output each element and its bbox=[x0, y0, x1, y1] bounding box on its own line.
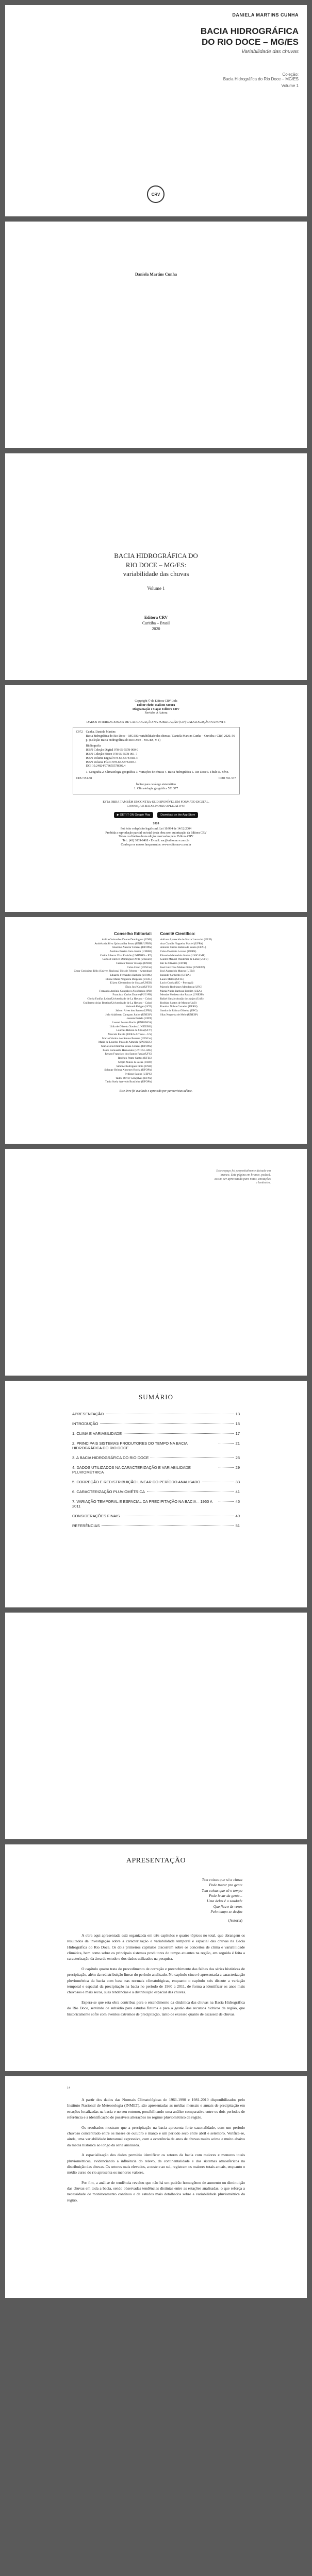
toc-entry-page: 17 bbox=[235, 1431, 240, 1436]
toc-leader-dots bbox=[100, 1423, 233, 1424]
toc-leader-dots bbox=[219, 1467, 234, 1468]
copyright-year: 2020 bbox=[153, 822, 159, 825]
toc-entry-label: INTRODUÇÃO bbox=[72, 1421, 98, 1426]
editorial-board-member: Antônio Pereira Gaio Júnior (UFRRJ) bbox=[109, 950, 152, 954]
cover-collection-label: Coleção: bbox=[282, 72, 299, 77]
blank-page bbox=[5, 1149, 307, 1376]
copyright-line: Revisão: A Autora bbox=[144, 711, 168, 715]
editorial-board-member: Aldira Guimarães Duarte Domínguez (UNB) bbox=[102, 938, 152, 941]
toc-entry-page: 41 bbox=[235, 1489, 240, 1494]
editorial-board-member: Solange Helena Ximenes-Rocha (UFOPA) bbox=[104, 1069, 152, 1072]
editorial-board-member: Simone Rodrigues Pinto (UNB) bbox=[116, 1064, 152, 1068]
toc-entry[interactable] bbox=[72, 1514, 240, 1518]
editorial-board-member: Gloria Fariñas León (Universidade de La Havana – Cuba) bbox=[87, 997, 152, 1001]
cdd-label: CDD 551.577 bbox=[218, 776, 236, 780]
text-paragraph: A espacialização dos dados permitiu identificar os setores da bacia com maiores e menores totais pluviométricos, evidenciando a influência do relevo, da continentalidade e dos sistemas atmosféricos na distribuição das chuvas. Os setores mais elevados, a oeste e ao sul, registram os maiores totais anuais, enquanto o médio curso do rio apresenta os menores valores. bbox=[67, 2153, 245, 2175]
toc-entry-page: 21 bbox=[235, 1441, 240, 1446]
isbn-line: DOI 10.24824/978655578002.4 bbox=[86, 765, 126, 768]
toc-entry-page: 25 bbox=[235, 1455, 240, 1460]
toc-entry-page: 45 bbox=[235, 1499, 240, 1504]
text-page bbox=[5, 2076, 307, 2298]
editorial-board-member: Anselmo Alencar Colares (UFOPA) bbox=[111, 946, 152, 950]
epigraph: Tem coisas que só a chuva Pode trazer pra gente Tem coisas que só o tempo Pode levar da gente... Uma delas é a saudade Que fica e às vezes Pelo tempo se desfaz (Autoria) bbox=[5, 1877, 242, 1923]
toc-entry-label: CONSIDERAÇÕES FINAIS bbox=[72, 1514, 120, 1518]
toc-entry[interactable] bbox=[72, 1499, 240, 1509]
epigraph-author: (Autoria) bbox=[228, 1918, 242, 1923]
toc-entry-label: 7. VARIAÇÃO TEMPORAL E ESPACIAL DA PRECIPITAÇÃO NA BACIA – 1960 A 2011 bbox=[72, 1499, 212, 1509]
blank-page-2 bbox=[5, 1613, 307, 1839]
scientific-committee-member: Rafael Sanzio Araújo dos Anjos (UnB) bbox=[160, 997, 204, 1001]
editorial-board-member: Lourdes Helena da Silva (UFV) bbox=[116, 1029, 152, 1032]
editorial-board-member: Eduardo Fernandes Barbosa (UFMG) bbox=[110, 974, 152, 977]
toc-entry[interactable] bbox=[72, 1489, 240, 1494]
footer-line: Proibida a reprodução parcial ou total desta obra sem autorização da Editora CRV bbox=[105, 831, 207, 835]
toc-entry[interactable] bbox=[72, 1431, 240, 1436]
title-page-publisher: Editora CRV bbox=[144, 615, 168, 620]
footer-line: Todos os direitos desta edição reservados pela: Editora CRV bbox=[119, 835, 193, 839]
editorial-board-member: Carmen Tereza Velanga (UNIR) bbox=[116, 962, 152, 965]
scientific-committee-member: Marcelo Rodrigues Mendonça (UFG) bbox=[160, 986, 202, 989]
toc-entry[interactable] bbox=[72, 1412, 240, 1416]
scientific-committee-member: José Aparecido Mateus (UEM) bbox=[160, 970, 195, 973]
toc-page bbox=[5, 1381, 307, 1607]
copyright-line: Copyright © da Editora CRV Ltda bbox=[135, 700, 177, 703]
scientific-committee-member: Jair de Oliveira (UFPB) bbox=[160, 962, 187, 965]
digital-availability-note: ESTA OBRA TAMBÉM ENCONTRA-SE DISPONÍVEL EM FORMATO DIGITAL. bbox=[103, 801, 209, 804]
presentation-paragraph: O capítulo quatro trata do procedimento de correção e preenchimento das falhas das séries históricas de precipitação, além da redistribuição linear do período analisado. No capítulo cinco é apresentada a caracterização pluviométrica da bacia com base nas normais climatológicas, enquanto o capítulo seis discute a variação temporal e espacial da precipitação na bacia no período de 1960 a 2011, de forma a identificar os anos mais chuvosos e mais secos, suas tendências e a distribuição espacial das chuvas. bbox=[67, 1966, 245, 1995]
cover-title-line2: DO RIO DOCE – MG/ES bbox=[202, 37, 299, 47]
footer-line: Foi feito o depósito legal conf. Lei 10.994 de 14/12/2004 bbox=[120, 827, 192, 831]
editorial-board-member: Maria de Lourdes Pinto de Almeida (UNOESC) bbox=[98, 1041, 152, 1044]
cip-code: C972 bbox=[76, 730, 83, 734]
text-paragraph: Os resultados mostram que a precipitação na bacia apresenta forte sazonalidade, com um período chuvoso concentrado entre os meses de outubro e março e um período seco entre abril e setembro. Verifica-se, ainda, uma variabilidade interanual expressiva, com a ocorrência de anos de chuvas muito acima e muito abaixo da média histórica ao longo da série analisada. bbox=[67, 2125, 245, 2147]
index-value: 1. Climatologia geográfica 551.577 bbox=[134, 787, 178, 790]
title-page-year: 2020 bbox=[152, 626, 160, 632]
title-page-line1: BACIA HIDROGRÁFICA DO bbox=[114, 552, 198, 560]
editorial-board-member: Paulo Romualdo Hernandes (UNIFAL-MG) bbox=[103, 1048, 152, 1052]
editorial-board-member: Carlos Alberto Vilar Estêvão (UMINHO – PT) bbox=[100, 954, 152, 957]
editorial-board-member: Celso Conti (UFSCar) bbox=[127, 965, 152, 969]
isbn-line: Bibliografia bbox=[86, 744, 101, 748]
editorial-board-member: Elizeu Clementino de Souza (UNEB) bbox=[110, 981, 152, 985]
toc-leader-dots bbox=[219, 1443, 234, 1444]
cover-title-line1: BACIA HIDROGRÁFICA bbox=[200, 26, 299, 36]
scientific-committee-member: Rodrigo Santos de Moura (UnB) bbox=[160, 1001, 197, 1005]
editorial-board-member: Marcelo Paixão (UFRJ e UTexas – US) bbox=[108, 1033, 152, 1037]
toc-entry-page: 49 bbox=[235, 1514, 240, 1518]
editorial-board-member: Elione Maria Nogueira Diogenes (UFAL) bbox=[105, 977, 152, 981]
editorial-board-heading: Conselho Editorial: bbox=[114, 931, 152, 936]
title-page bbox=[5, 453, 307, 680]
cip-author: Cunha, Daniela Martins bbox=[86, 730, 116, 734]
scientific-committee-member: Lucio Cunha (UC – Portugal) bbox=[160, 981, 193, 985]
editorial-board-member: Leonel Severo Rocha (UNISINOS) bbox=[112, 1021, 152, 1025]
half-title-author: Daniela Martins Cunha bbox=[135, 272, 177, 277]
peer-review-note: Este livro foi avaliado e aprovado por pareceristas ad hoc. bbox=[119, 1089, 193, 1093]
isbn-line: ISBN Volume Digital 978-65-5578-002-4 bbox=[86, 756, 138, 760]
toc-entry-label: 2. PRINCIPAIS SISTEMAS PRODUTORES DO TEMPO NA BACIA HIDROGRÁFICA DO RIO DOCE bbox=[72, 1441, 188, 1450]
presentation-page bbox=[5, 1844, 307, 2071]
toc-leader-dots bbox=[219, 1501, 234, 1502]
scientific-committee-member: Rosalvo Nobre Carneiro (UERN) bbox=[160, 1005, 198, 1009]
editorial-board-member: Rodrigo Pratte-Santos (UFES) bbox=[118, 1057, 152, 1060]
cover-collection-name: Bacia Hidrográfica do Rio Doce – MG/ES bbox=[223, 77, 299, 81]
toc-list bbox=[72, 1412, 240, 1528]
scientific-committee-member: Messias Modesto dos Passos (UNESP) bbox=[160, 993, 204, 997]
toc-entry[interactable] bbox=[72, 1523, 240, 1528]
cover-subtitle: Variabilidade das chuvas bbox=[241, 48, 299, 55]
title-page-line2: RIO DOCE – MG/ES: bbox=[125, 561, 187, 569]
copyright-line: Diagramação e Capa: Editora CRV bbox=[132, 707, 180, 711]
scientific-committee-member: José Luiz Dias Matias Júnior (UNIFAP) bbox=[160, 965, 205, 969]
toc-entry[interactable] bbox=[72, 1441, 240, 1450]
isbn-line: ISBN Coleção Físico 978-65-5578-001-7 bbox=[86, 752, 138, 756]
toc-entry-label: APRESENTAÇÃO bbox=[72, 1412, 104, 1416]
cip-subjects: 1. Geografia 2. Climatologia geográfica 3. Variações de chuvas 4. Bacia hidrográfica 5. Rio Doce I. Título II. Série. bbox=[86, 771, 229, 774]
scientific-committee-member: Maria Nubia Barbosa Bonfim (UEA) bbox=[160, 989, 202, 993]
scientific-committee-heading: Comitê Científico: bbox=[160, 931, 195, 936]
title-page-line3: variabilidade das chuvas bbox=[123, 570, 189, 578]
crv-logo bbox=[147, 185, 165, 203]
footer-line[interactable]: Conheça os nossos lançamentos: www.editoracrv.com.br bbox=[121, 843, 191, 846]
index-label: Índice para catálogo sistemático bbox=[136, 783, 176, 786]
scientific-committee-member: Jurandir Sarmento (UFBA) bbox=[160, 974, 191, 977]
toc-entry-page: 29 bbox=[235, 1465, 240, 1470]
play-icon: ▶ bbox=[117, 813, 120, 817]
toc-entry-page: 51 bbox=[235, 1523, 240, 1528]
editorial-board-member: Josania Portela (UFPI) bbox=[126, 1017, 152, 1021]
text-paragraph: Por fim, a análise de tendência revelou que não há um padrão homogêneo de aumento ou diminuição das chuvas em toda a bacia, sendo observadas tendências distintas entre as estações analisadas, o que reforça a necessidade de monitoramento contínuo e de estudos mais detalhados sobre a variabilidade pluviométrica da região. bbox=[67, 2180, 245, 2202]
toc-entry-label: 6. CARACTERIZAÇÃO PLUVIOMÉTRICA bbox=[72, 1489, 145, 1494]
title-page-volume: Volume 1 bbox=[147, 585, 165, 591]
presentation-heading: APRESENTAÇÃO bbox=[126, 1857, 186, 1865]
scientific-committee-member: Adriana Aparecida de Souza Lanzarini (UFJF) bbox=[160, 938, 212, 941]
page-number: 14 bbox=[67, 2087, 70, 2090]
blank-page-note: Este espaço foi propositalmente deixado em branco. Esta página em branco, poderá, assim, ser aproveitada para notas, anotações e lembretes. bbox=[215, 1170, 271, 1185]
title-page-city: Curitiba – Brasil bbox=[142, 620, 170, 625]
half-title-page bbox=[5, 222, 307, 448]
scientific-committee-list bbox=[160, 938, 297, 1017]
isbn-line: ISBN Coleção Digital 978-65-5578-000-0 bbox=[86, 749, 138, 752]
scientific-committee-member: Antonio Carlos Batista de Souza (UFAL) bbox=[160, 946, 206, 950]
cover-volume: Volume 1 bbox=[281, 83, 299, 88]
toc-entry-label: 1. CLIMA E VARIABILIDADE bbox=[72, 1431, 122, 1436]
toc-entry-label: 5. CORREÇÃO E REDISTRIBUIÇÃO LINEAR DO PERÍODO ANALISADO bbox=[72, 1480, 201, 1484]
editorial-board-member: Andréia da Silva Quintanilha Sousa (UNIR/UFRN) bbox=[94, 942, 152, 945]
editorial-board-member: Cesar Gerónimo Tello (Univer. Nacional Três de Febrero – Argentina) bbox=[74, 970, 152, 973]
crv-logo-text: CRV bbox=[151, 192, 160, 197]
editorial-board-member: Renato Francisco dos Santos Paula (UFG) bbox=[105, 1053, 152, 1056]
scientific-committee-member: Celso Donizete Locatel (UFRN) bbox=[160, 950, 196, 954]
cip-header: DADOS INTERNACIONAIS DE CATALOGAÇÃO NA PUBLICAÇÃO (CIP) CATALOGAÇÃO NA FONTE bbox=[86, 721, 226, 724]
scientific-committee-member: Lauro Mattei (UFSC) bbox=[160, 977, 185, 981]
editorial-board-member: Sydione Santos (UEPG) bbox=[125, 1072, 152, 1076]
text-paragraph: A partir dos dados das Normais Climatológicas de 1961-1990 e 1981-2010 disponibilizados pelo Instituto Nacional de Meteorologia (INMET), são apresentadas as médias mensais e anuais de precipitação em estações localizadas na bacia e no seu entorno, possibilitando uma análise comparativa entre os dois períodos de referência e a identificação de possíveis alterações no regime pluviométrico da região. bbox=[67, 2097, 245, 2120]
isbn-line: ISBN Volume Físico 978-65-5578-003-1 bbox=[86, 760, 137, 764]
toc-heading: SUMÁRIO bbox=[139, 1393, 173, 1401]
presentation-paragraph: A obra aqui apresentada está organizada em três capítulos e quatro tópicos no total, que abrangem os resultados da investigação sobre a caracterização e variabilidade temporal e espacial das chuvas na Bacia Hidrográfica do Rio Doce. Os dois primeiros capítulos discorrem sobre os conceitos de clima e variabilidade climática, bem como sobre os principais sistemas produtores do tempo atuantes na região, em seguida é feita a caracterização da área de estudo e dos dados utilizados na pesquisa. bbox=[67, 1933, 245, 1961]
copyright-page bbox=[5, 685, 307, 912]
toc-entry-page: 15 bbox=[235, 1421, 240, 1426]
editorial-board-member: Helmuth Krüger (UCP) bbox=[125, 1005, 152, 1009]
editorial-board-page bbox=[5, 917, 307, 1144]
editorial-board-member: Tadeu Oliver Gonçalves (UFPA) bbox=[115, 1076, 152, 1080]
cdu-label: CDU 551.58 bbox=[76, 776, 92, 780]
google-play-badge[interactable]: ▶ GET IT ON Google Play bbox=[114, 812, 154, 818]
scientific-committee-member: Eduardo Marandola Júnior (UNICAMP) bbox=[160, 954, 206, 957]
app-download-note: CONHEÇA E BAIXE NOSSO APLICATIVO! bbox=[126, 805, 186, 808]
toc-leader-dots bbox=[124, 1433, 234, 1434]
editorial-board-member: Maria Cristina dos Santos Bezerra (UFSCar) bbox=[102, 1037, 152, 1040]
toc-entry-label: 3. A BACIA HIDROGRÁFICA DO RIO DOCE bbox=[72, 1455, 149, 1460]
footer-line: Tel.: (41) 3039-6418 - E-mail: sac@editoracrv.com.br bbox=[122, 839, 190, 843]
toc-entry[interactable] bbox=[72, 1480, 240, 1484]
editorial-board-member: Lídia de Oliveira Xavier (UNIEURO) bbox=[109, 1025, 152, 1028]
scientific-committee-member: Sandra de Fátima Oliveira (UFG) bbox=[160, 1009, 198, 1013]
editorial-board-list bbox=[15, 938, 152, 1084]
scientific-committee-member: Ana Claudia Nogueira Maciel (UFPA) bbox=[160, 942, 203, 945]
editorial-board-member: Élsio José Corá (UFFS) bbox=[125, 986, 152, 989]
editorial-board-member: Sérgio Nunes de Jesus (IFRO) bbox=[118, 1060, 152, 1064]
toc-entry-page: 13 bbox=[235, 1412, 240, 1416]
toc-entry-label: REFERÊNCIAS bbox=[72, 1523, 100, 1528]
cover-author-label: DANIELA MARTINS CUNHA bbox=[232, 12, 299, 18]
toc-entry[interactable] bbox=[72, 1455, 240, 1460]
cip-body: Bacia hidrográfica do Rio Doce – MG/ES: variabilidade das chuvas / Daniela Martins Cunha – Curitiba : CRV, 2020. 56 p. (Coleção Bacia Hidrográfica do Rio Doce – MG/ES, v. 1) bbox=[86, 734, 235, 742]
editorial-board-member: Fernando Antônio Gonçalves Alcoforado (IPB) bbox=[99, 989, 152, 993]
editorial-board-member: João Adalberto Campato Junior (UNESP) bbox=[105, 1013, 152, 1016]
editorial-board-member: Jailson Alves dos Santos (UFRJ) bbox=[115, 1009, 152, 1013]
presentation-paragraph: Espera-se que esta obra contribua para o entendimento da dinâmica das chuvas na Bacia Hidrográfica do Rio Doce, servindo de subsídio para estudos futuros e para a gestão dos recursos hídricos da região, que historicamente sofre com eventos extremos de precipitação, tanto de excesso quanto de escassez de chuvas. bbox=[67, 1999, 245, 2016]
editorial-board-member: Tania Suely Azevedo Brasileiro (UFOPA) bbox=[105, 1080, 152, 1084]
toc-entry-page: 33 bbox=[235, 1480, 240, 1484]
editorial-board-member: Maria Lília Imbiriba Sousa Colares (UFOPA) bbox=[101, 1045, 152, 1048]
toc-entry[interactable] bbox=[72, 1465, 240, 1475]
editorial-board-member: Francisco Carlos Duarte (PUC-PR) bbox=[112, 993, 152, 997]
copyright-line: Editor-chefe: Railson Moura bbox=[137, 703, 175, 707]
scientific-committee-member: Silas Nogueira de Melo (UNESP) bbox=[160, 1013, 198, 1016]
editorial-board-member: Guillermo Arias Beatón (Universidade de La Havana – Cuba) bbox=[83, 1001, 152, 1005]
toc-entry-label: 4. DADOS UTILIZADOS NA CARACTERIZAÇÃO E VARIABILIDADE PLUVIOMÉTRICA bbox=[72, 1465, 191, 1475]
cip-box bbox=[73, 727, 240, 794]
toc-entry[interactable] bbox=[72, 1421, 240, 1426]
app-store-badge[interactable]: Download on the App Store bbox=[157, 812, 198, 818]
cover-page bbox=[5, 5, 307, 216]
scientific-committee-member: Gunter Manoel Waldemar de Lima (UEFS) bbox=[160, 958, 208, 961]
editorial-board-member: Carlos Federico Dominguez Avila (Unieuro) bbox=[102, 958, 152, 961]
